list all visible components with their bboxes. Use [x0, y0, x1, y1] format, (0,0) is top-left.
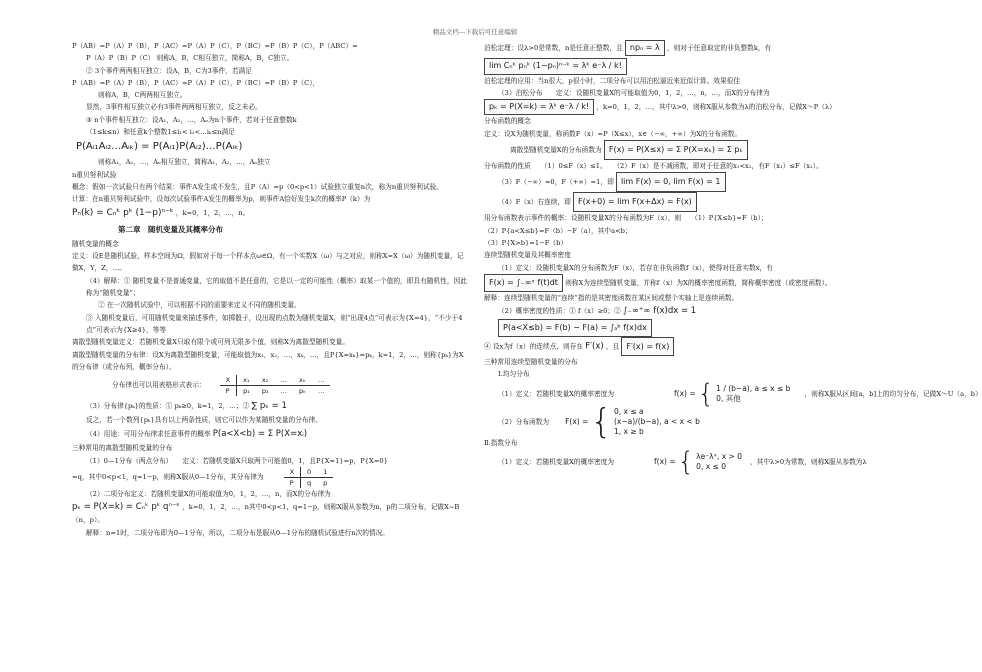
- discrete-cdf-formula: F(x) = P(X≤x) = Σ P(X=xₖ) = Σ pₖ: [604, 140, 748, 160]
- text-fragment: （3）分布律{pₖ}的性质：① pₖ≥0，k=1，2，…；②: [86, 402, 250, 411]
- text-paragraph: ③ 入随机变量后，可用随机变量来描述事件，如掷骰子，设出现的点数为随机变量X，则“出现4点”可表示为{X=4}，“不少于4点”可表示为{X≥4}，等等: [86, 313, 463, 334]
- probability-formula: P(a<X<b) = Σ P(X=xᵢ): [212, 429, 308, 440]
- text-line: （3）泊松分布 定义：设随机变量X的可能取值为0，1，2，…，n，…，而X的分布律为: [498, 88, 770, 97]
- text-paragraph: 分布函数的性质 （1）0≤F（x）≤1。 （2）F（x）是不减函数，即对于任意的x₁<x₂，有F（x₁）≤F（x₂）。: [484, 162, 823, 171]
- density-integral-formula: ∫₋∞⁺∞ f(x)dx = 1: [622, 306, 697, 317]
- text-line: （1）0—1分布（两点分布） 定义：若随机变量X只取两个可能值0，1，且P{X=1}=p，P{X=0}: [86, 456, 388, 465]
- text-line: 用分布函数表示事件的概率：设随机变量X的分布函数为F（x），则 （1）P{X≤b}=F（b）；: [484, 214, 768, 223]
- independence-formula: P(Aᵢ₁Aᵢ₂…Aᵢₖ) = P(Aᵢ₁)P(Aᵢ₂)…P(Aᵢₖ): [76, 141, 243, 153]
- text-fragment: =q，其中0<p<1，q=1−p，则称X服从0—1分布，其分布律为: [72, 473, 264, 482]
- text-line: ② 3个事件两两相互独立：设A，B，C为3事件，若满足: [86, 66, 252, 75]
- text-line: （2）P{a<X≤b}=F（b）−F（a），其中a<b；: [484, 226, 632, 235]
- text-fragment: 分布律也可以用表格形式表示：: [112, 381, 206, 390]
- text-fragment: ，k=0，1，2，…，n其中0<p<1，q=1−p，则称X服从参数为n，p的二项分布，记做X~B（n，p）。: [72, 503, 460, 525]
- text-line: 则称A，B，C两两相互独立。: [98, 91, 187, 100]
- poisson-formula: pₖ = P(X=k) = λᵏ e⁻λ / k!: [484, 99, 594, 115]
- text-fragment: ，且: [605, 342, 620, 351]
- poisson-limit-formula: lim Cₙᵏ pₙᵏ (1−pₙ)ⁿ⁻ᵏ = λᵏ e⁻λ / k!: [484, 58, 627, 74]
- text-line: 解释：连续型随机变量的“连续”指的是其密度函数在某区间或整个实轴上是连续函数。: [484, 293, 739, 302]
- text-line: 离散型随机变量定义：若随机变量X只取有限个或可列无限多个值，则称X为离散型随机变量。: [72, 338, 350, 347]
- text-fragment: （3）F（−∞）=0，F（+∞）=1，即: [498, 178, 614, 187]
- zero-one-table: X 0 1 P q p: [284, 467, 334, 488]
- section-heading: 三种常用的离散型随机变量的分布: [72, 444, 173, 453]
- text-line: 计算：在n重贝努利试验中，设每次试验事件A发生的概率为p，则事件A恰好发生k次的概率P（k）为: [72, 195, 371, 204]
- text-paragraph: 概念：假如一次试验只有两个结果：事件A发生或不发生，且P（A）=p（0<p<1）试验独立重复n次，称为n重贝努利试验。: [72, 182, 443, 191]
- section-heading: 三种常用连续型随机变量的分布: [484, 358, 578, 367]
- text-paragraph: 泊松定理的应用：当n很大，p很小时，二项分布可以用泊松逼近来近似计算。效果很佳: [484, 76, 741, 85]
- text-fragment: ，则对于任意取定的非负整数k，有: [666, 44, 772, 53]
- continuous-cdf-formula: F(x) = ∫₋∞ˣ f(t)dt: [484, 274, 563, 292]
- text-line: （2）二项分布定义：若随机变量X的可能取值为0，1，2，…，n，而X的分布律为: [86, 490, 331, 499]
- text-line: 则称A₁，A₂，…，Aₙ相互独立，简称A₁，A₂，…，Aₙ独立: [98, 158, 271, 167]
- text-fragment: 泊松定理：设λ>0是常数，n是任意正整数，且: [484, 44, 623, 53]
- text-fragment: ④ 设x为f（x）的连续点，则存在: [484, 342, 584, 351]
- text-paragraph: （4）解释：① 随机变量不是普通变量，它的取值不是任意的，它是以一定的可能性（概率）取某一个值的，即具有随机性，因此称为“随机变量”；: [86, 276, 467, 298]
- bernoulli-formula: Pₙ(k) = Cₙᵏ pᵏ (1−p)ⁿ⁻ᵏ: [72, 207, 174, 218]
- text-paragraph: 定义：设E是随机试验，样本空间为Ω，假如对于每一个样本点ω∈Ω，有一个实数X（ω）与之对应，则称X=X（ω）为随机变量，记做X，Y，Z，…。: [72, 252, 464, 273]
- section-heading: 分布函数的概念: [484, 117, 531, 126]
- text-fragment: ，其中λ>0为常数，则称X服从参数为λ: [749, 457, 867, 466]
- subsection-heading: Ⅰ.均匀分布: [498, 370, 530, 379]
- text-fragment: （1）定义：若随机变量X的概率密度为: [498, 389, 615, 398]
- section-heading: 连续型随机变量及其概率密度: [484, 251, 571, 260]
- text-fragment: （2）概率密度的性质：① f（x）≥0；②: [498, 307, 621, 316]
- sum-formula: ∑ pₖ = 1: [251, 401, 287, 412]
- section-heading: n重贝努利试验: [72, 170, 117, 179]
- limits-formula: lim F(x) = 0, lim F(x) = 1: [616, 172, 726, 192]
- text-fragment: （4）用途：可用分布律求任意事件的概率: [86, 430, 211, 439]
- subsection-heading: Ⅱ.指数分布: [484, 438, 518, 447]
- text-line: 显然，3事件相互独立必有3事件两两相互独立，反之未必。: [86, 103, 262, 112]
- text-line: （3）P{X>b}=1−F（b）: [484, 238, 568, 247]
- text-fragment: ，则称X服从区间[a，b]上的均匀分布，记做X～U（a，b）: [804, 389, 982, 398]
- uniform-cdf-formula: F(x) = { 0, x ≤ a (x−a)/(b−a), a < x < b 1, x ≥ b: [565, 401, 700, 442]
- right-continuity-formula: F(x+0) = lim F(x+Δx) = F(x): [573, 192, 697, 212]
- derivative-formula: F′(x): [585, 341, 604, 352]
- text-fragment: 离散型随机变量X的分布函数为: [510, 146, 602, 155]
- text-fragment: 则称X为连续型随机变量，并称f（x）为X的概率密度函数，简称概率密度（或密度函数）。: [565, 278, 832, 287]
- text-line: P（AB）=P（A）P（B），P（AC）=P（A）P（C），P（BC）=P（B）P（C），P（ABC）=: [72, 42, 358, 50]
- distribution-table: X x₁ x₂ … xₖ … P p₁ p₂ … pₖ …: [220, 375, 331, 396]
- text-paragraph: 解释：n=1时，二项分布即为0—1分布，所以，二项分布是服从0—1分布的随机试验进行n次的情况。: [86, 528, 389, 537]
- text-line: P（A）P（B）P（C） 则称A，B，C相互独立，简称A，B，C独立。: [86, 54, 294, 63]
- text-line: ② 在一次随机试验中，可以根据不同的需要来定义不同的随机变量。: [98, 301, 301, 310]
- binomial-formula: pₖ = P(X=k) = Cₙᵏ pᵏ qⁿ⁻ᵏ: [72, 502, 180, 513]
- interval-probability-formula: P(a<X≤b) = F(b) − F(a) = ∫ₐᵇ f(x)dx: [498, 319, 652, 337]
- uniform-density-formula: f(x) = { 1 / (b−a), a ≤ x ≤ b 0, 其他: [674, 378, 791, 409]
- section-heading: 随机变量的概念: [72, 239, 119, 248]
- text-line: （1≤k≤n）和任意k个整数1≤i₁< i₂<…iₖ≤n满足: [86, 128, 235, 137]
- npl-formula: npₙ = λ: [625, 40, 665, 56]
- text-fragment: （2）分布函数为: [498, 417, 550, 426]
- chapter-title: 第二章 随机变量及其概率分布: [118, 224, 223, 234]
- text-fragment: （1）定义：若随机变量X的概率密度为: [498, 457, 615, 466]
- text-line: ③ n个事件相互独立：设A₁，A₂，…，Aₙ为n个事件，若对于任意整数k: [86, 115, 297, 124]
- text-paragraph: 离散型随机变量的分布律：设X为离散型随机变量，可能取值为x₁，x₂，…，xₖ，…，且P{X=xₖ}=pₖ，k=1，2，…，则称{pₖ}为X的分布律（或分布列，概率分布）。: [72, 350, 464, 371]
- exponential-density-formula: f(x) = { λe⁻λˣ, x > 0 0, x ≤ 0: [654, 447, 742, 478]
- text-fragment: ，k=0，1，2，…，n。: [175, 208, 250, 217]
- right-column: [484, 40, 982, 478]
- text-line: 反之，若一个数列{pₖ}具有以上两条性质，则它可以作为某随机变量的分布律。: [86, 416, 322, 425]
- text-line: 定义：设X为随机变量，称函数F（x）=P（X≤x），x∈（−∞，+∞）为X的分布函数。: [484, 129, 742, 138]
- left-column: [72, 40, 470, 539]
- text-fragment: （4）F（x）右连续，即: [498, 198, 571, 207]
- text-line: P（AB）=P（A）P（B），P（AC）=P（A）P（C），P（BC）=P（B）P（C），: [72, 78, 320, 87]
- page-header: 精品文档---下载后可任意编辑: [432, 28, 518, 36]
- text-fragment: ，k=0，1，2，…，其中λ>0，则称X服从参数为λ的泊松分布，记做X～P（λ）: [596, 103, 836, 112]
- derivative-density-formula: F′(x) = f(x): [621, 337, 674, 356]
- text-line: （1）定义：设随机变量X的分布函数为F（x），若存在非负函数f（x），使得对任意实数x，有: [498, 263, 773, 272]
